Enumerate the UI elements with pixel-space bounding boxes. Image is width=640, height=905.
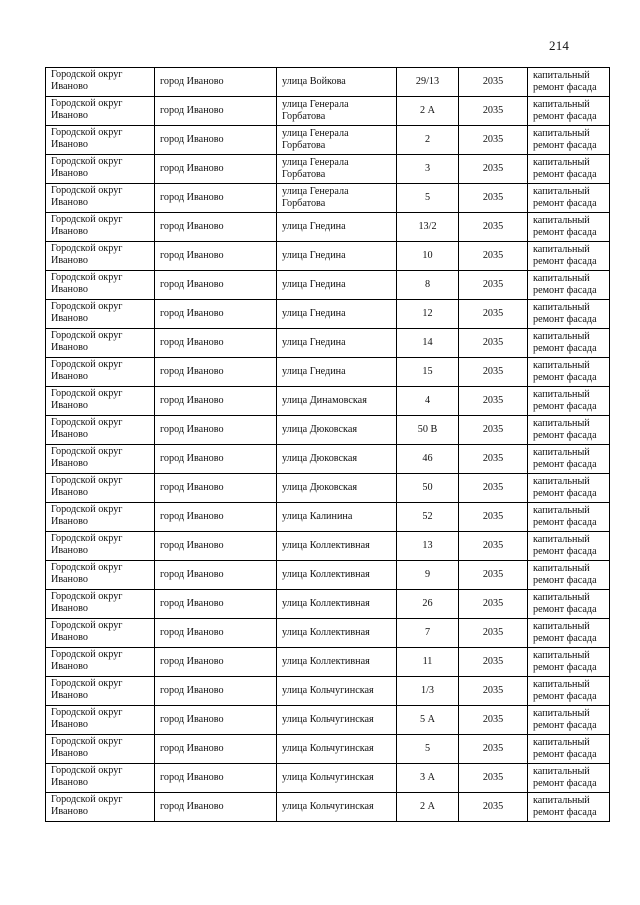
street-cell: улица Коллективная	[277, 590, 397, 619]
repair-schedule-table	[45, 67, 610, 822]
year-cell: 2035	[459, 329, 528, 358]
street-cell: улица Кольчугинская	[277, 706, 397, 735]
street-cell: улица Динамовская	[277, 387, 397, 416]
table-row	[46, 532, 610, 561]
table-row	[46, 97, 610, 126]
year-cell: 2035	[459, 68, 528, 97]
year-cell: 2035	[459, 648, 528, 677]
street-cell: улица Калинина	[277, 503, 397, 532]
work-type-cell: капитальный ремонт фасада	[528, 648, 610, 677]
locality-cell: город Иваново	[155, 503, 277, 532]
street-cell: улица Кольчугинская	[277, 793, 397, 822]
work-type-cell: капитальный ремонт фасада	[528, 300, 610, 329]
municipality-cell: Городской округ Иваново	[46, 445, 155, 474]
year-cell: 2035	[459, 213, 528, 242]
house-number-cell: 11	[397, 648, 459, 677]
table-row	[46, 184, 610, 213]
work-type-cell: капитальный ремонт фасада	[528, 126, 610, 155]
house-number-cell: 5	[397, 184, 459, 213]
work-type-cell: капитальный ремонт фасада	[528, 735, 610, 764]
work-type-cell: капитальный ремонт фасада	[528, 764, 610, 793]
street-cell: улица Гнедина	[277, 271, 397, 300]
house-number-cell: 14	[397, 329, 459, 358]
work-type-cell: капитальный ремонт фасада	[528, 706, 610, 735]
year-cell: 2035	[459, 532, 528, 561]
street-cell: улица Генерала Горбатова	[277, 126, 397, 155]
locality-cell: город Иваново	[155, 213, 277, 242]
house-number-cell: 3	[397, 155, 459, 184]
work-type-cell: капитальный ремонт фасада	[528, 532, 610, 561]
locality-cell: город Иваново	[155, 126, 277, 155]
house-number-cell: 52	[397, 503, 459, 532]
street-cell: улица Коллективная	[277, 619, 397, 648]
locality-cell: город Иваново	[155, 532, 277, 561]
street-cell: улица Гнедина	[277, 300, 397, 329]
table-row	[46, 793, 610, 822]
table-body	[46, 68, 610, 822]
work-type-cell: капитальный ремонт фасада	[528, 387, 610, 416]
work-type-cell: капитальный ремонт фасада	[528, 155, 610, 184]
house-number-cell: 13	[397, 532, 459, 561]
table-row	[46, 677, 610, 706]
table-row	[46, 68, 610, 97]
municipality-cell: Городской округ Иваново	[46, 358, 155, 387]
table-row	[46, 735, 610, 764]
work-type-cell: капитальный ремонт фасада	[528, 561, 610, 590]
municipality-cell: Городской округ Иваново	[46, 329, 155, 358]
locality-cell: город Иваново	[155, 561, 277, 590]
year-cell: 2035	[459, 793, 528, 822]
locality-cell: город Иваново	[155, 242, 277, 271]
locality-cell: город Иваново	[155, 590, 277, 619]
house-number-cell: 26	[397, 590, 459, 619]
table-row	[46, 619, 610, 648]
locality-cell: город Иваново	[155, 184, 277, 213]
locality-cell: город Иваново	[155, 358, 277, 387]
locality-cell: город Иваново	[155, 735, 277, 764]
table-row	[46, 358, 610, 387]
municipality-cell: Городской округ Иваново	[46, 532, 155, 561]
municipality-cell: Городской округ Иваново	[46, 561, 155, 590]
street-cell: улица Коллективная	[277, 532, 397, 561]
year-cell: 2035	[459, 300, 528, 329]
street-cell: улица Гнедина	[277, 329, 397, 358]
municipality-cell: Городской округ Иваново	[46, 97, 155, 126]
year-cell: 2035	[459, 590, 528, 619]
house-number-cell: 13/2	[397, 213, 459, 242]
work-type-cell: капитальный ремонт фасада	[528, 416, 610, 445]
year-cell: 2035	[459, 706, 528, 735]
house-number-cell: 7	[397, 619, 459, 648]
municipality-cell: Городской округ Иваново	[46, 793, 155, 822]
locality-cell: город Иваново	[155, 68, 277, 97]
house-number-cell: 50	[397, 474, 459, 503]
municipality-cell: Городской округ Иваново	[46, 764, 155, 793]
municipality-cell: Городской округ Иваново	[46, 503, 155, 532]
street-cell: улица Генерала Горбатова	[277, 97, 397, 126]
locality-cell: город Иваново	[155, 97, 277, 126]
year-cell: 2035	[459, 97, 528, 126]
street-cell: улица Дюковская	[277, 474, 397, 503]
year-cell: 2035	[459, 271, 528, 300]
locality-cell: город Иваново	[155, 387, 277, 416]
house-number-cell: 2	[397, 126, 459, 155]
table-row	[46, 706, 610, 735]
street-cell: улица Войкова	[277, 68, 397, 97]
work-type-cell: капитальный ремонт фасада	[528, 97, 610, 126]
locality-cell: город Иваново	[155, 300, 277, 329]
house-number-cell: 10	[397, 242, 459, 271]
table-row	[46, 126, 610, 155]
work-type-cell: капитальный ремонт фасада	[528, 677, 610, 706]
house-number-cell: 2 А	[397, 97, 459, 126]
municipality-cell: Городской округ Иваново	[46, 68, 155, 97]
year-cell: 2035	[459, 474, 528, 503]
house-number-cell: 2 А	[397, 793, 459, 822]
year-cell: 2035	[459, 764, 528, 793]
table-row	[46, 764, 610, 793]
street-cell: улица Коллективная	[277, 561, 397, 590]
municipality-cell: Городской округ Иваново	[46, 387, 155, 416]
work-type-cell: капитальный ремонт фасада	[528, 68, 610, 97]
locality-cell: город Иваново	[155, 764, 277, 793]
street-cell: улица Гнедина	[277, 358, 397, 387]
work-type-cell: капитальный ремонт фасада	[528, 590, 610, 619]
street-cell: улица Гнедина	[277, 213, 397, 242]
work-type-cell: капитальный ремонт фасада	[528, 503, 610, 532]
work-type-cell: капитальный ремонт фасада	[528, 213, 610, 242]
year-cell: 2035	[459, 445, 528, 474]
locality-cell: город Иваново	[155, 474, 277, 503]
house-number-cell: 5 А	[397, 706, 459, 735]
house-number-cell: 5	[397, 735, 459, 764]
locality-cell: город Иваново	[155, 619, 277, 648]
municipality-cell: Городской округ Иваново	[46, 416, 155, 445]
work-type-cell: капитальный ремонт фасада	[528, 329, 610, 358]
year-cell: 2035	[459, 561, 528, 590]
street-cell: улица Гнедина	[277, 242, 397, 271]
table-row	[46, 590, 610, 619]
page-number: 214	[549, 38, 570, 53]
street-cell: улица Кольчугинская	[277, 735, 397, 764]
table-row	[46, 300, 610, 329]
municipality-cell: Городской округ Иваново	[46, 648, 155, 677]
work-type-cell: капитальный ремонт фасада	[528, 184, 610, 213]
year-cell: 2035	[459, 126, 528, 155]
municipality-cell: Городской округ Иваново	[46, 735, 155, 764]
work-type-cell: капитальный ремонт фасада	[528, 793, 610, 822]
table-row	[46, 387, 610, 416]
street-cell: улица Кольчугинская	[277, 764, 397, 793]
locality-cell: город Иваново	[155, 329, 277, 358]
year-cell: 2035	[459, 503, 528, 532]
table-row	[46, 213, 610, 242]
house-number-cell: 9	[397, 561, 459, 590]
table-row	[46, 503, 610, 532]
house-number-cell: 8	[397, 271, 459, 300]
municipality-cell: Городской округ Иваново	[46, 300, 155, 329]
municipality-cell: Городской округ Иваново	[46, 590, 155, 619]
locality-cell: город Иваново	[155, 155, 277, 184]
house-number-cell: 1/3	[397, 677, 459, 706]
municipality-cell: Городской округ Иваново	[46, 242, 155, 271]
work-type-cell: капитальный ремонт фасада	[528, 271, 610, 300]
table-row	[46, 242, 610, 271]
locality-cell: город Иваново	[155, 677, 277, 706]
municipality-cell: Городской округ Иваново	[46, 474, 155, 503]
street-cell: улица Генерала Горбатова	[277, 184, 397, 213]
municipality-cell: Городской округ Иваново	[46, 213, 155, 242]
municipality-cell: Городской округ Иваново	[46, 677, 155, 706]
table-row	[46, 561, 610, 590]
table-row	[46, 155, 610, 184]
table-row	[46, 445, 610, 474]
municipality-cell: Городской округ Иваново	[46, 271, 155, 300]
house-number-cell: 4	[397, 387, 459, 416]
year-cell: 2035	[459, 387, 528, 416]
house-number-cell: 29/13	[397, 68, 459, 97]
year-cell: 2035	[459, 242, 528, 271]
street-cell: улица Коллективная	[277, 648, 397, 677]
locality-cell: город Иваново	[155, 706, 277, 735]
work-type-cell: капитальный ремонт фасада	[528, 474, 610, 503]
year-cell: 2035	[459, 358, 528, 387]
street-cell: улица Кольчугинская	[277, 677, 397, 706]
table-row	[46, 648, 610, 677]
municipality-cell: Городской округ Иваново	[46, 619, 155, 648]
street-cell: улица Генерала Горбатова	[277, 155, 397, 184]
locality-cell: город Иваново	[155, 648, 277, 677]
locality-cell: город Иваново	[155, 445, 277, 474]
house-number-cell: 12	[397, 300, 459, 329]
year-cell: 2035	[459, 677, 528, 706]
work-type-cell: капитальный ремонт фасада	[528, 445, 610, 474]
municipality-cell: Городской округ Иваново	[46, 706, 155, 735]
house-number-cell: 46	[397, 445, 459, 474]
street-cell: улица Дюковская	[277, 416, 397, 445]
house-number-cell: 50 В	[397, 416, 459, 445]
locality-cell: город Иваново	[155, 793, 277, 822]
municipality-cell: Городской округ Иваново	[46, 155, 155, 184]
house-number-cell: 15	[397, 358, 459, 387]
table-row	[46, 271, 610, 300]
table-row	[46, 329, 610, 358]
work-type-cell: капитальный ремонт фасада	[528, 358, 610, 387]
year-cell: 2035	[459, 619, 528, 648]
work-type-cell: капитальный ремонт фасада	[528, 242, 610, 271]
municipality-cell: Городской округ Иваново	[46, 126, 155, 155]
locality-cell: город Иваново	[155, 271, 277, 300]
house-number-cell: 3 А	[397, 764, 459, 793]
year-cell: 2035	[459, 416, 528, 445]
work-type-cell: капитальный ремонт фасада	[528, 619, 610, 648]
table-row	[46, 474, 610, 503]
street-cell: улица Дюковская	[277, 445, 397, 474]
year-cell: 2035	[459, 735, 528, 764]
year-cell: 2035	[459, 184, 528, 213]
municipality-cell: Городской округ Иваново	[46, 184, 155, 213]
locality-cell: город Иваново	[155, 416, 277, 445]
table-row	[46, 416, 610, 445]
year-cell: 2035	[459, 155, 528, 184]
